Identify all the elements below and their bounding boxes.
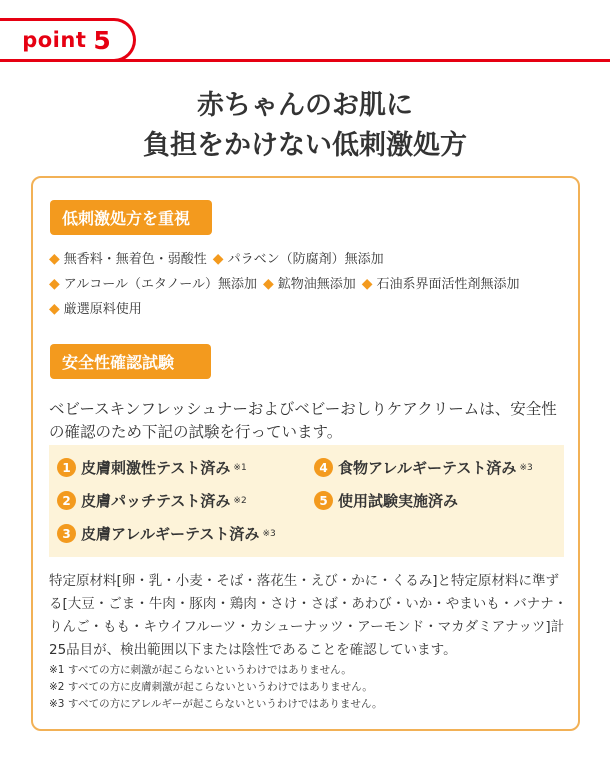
feature-item [49, 272, 257, 297]
test-footnote-ref: ※2 [233, 495, 247, 506]
diamond-icon: ◆ [361, 276, 373, 292]
allergen-text: 特定原材料[卵・乳・小麦・そば・落花生・えび・かに・くるみ]と特定原材料に準ずる[大豆・ごま・牛肉・豚肉・鶏肉・さけ・さば・あわび・いか・やまいも・バナナ・りんご・もも・キウイフルーツ・カシューナッツ・アーモンド・マカダミアナッツ]計25品目が、検出範囲以下または陰性であることを確認しています。 [49, 573, 568, 658]
test-item-4 [314, 457, 533, 478]
test-item-2 [57, 490, 247, 511]
footnote-3: ※3 すべての方にアレルギーが起こらないというわけではありません。 [49, 698, 383, 710]
diamond-icon: ◆ [262, 276, 274, 292]
test-item-1 [57, 457, 247, 478]
number-circle-icon: 2 [57, 491, 76, 510]
feature-list [49, 247, 574, 322]
feature-label: 厳選原料使用 [63, 302, 142, 317]
intro-text: ベビースキンフレッシュナーおよびベビーおしりケアクリームは、安全性の確認のため下記の試験を行っています。 [49, 400, 557, 441]
safety-test-tag: 安全性確認試験 [50, 344, 211, 379]
test-item-5 [314, 490, 458, 511]
feature-item [49, 247, 207, 272]
feature-item [213, 247, 384, 272]
number-circle-icon: 3 [57, 524, 76, 543]
diamond-icon: ◆ [49, 301, 60, 317]
diamond-icon: ◆ [49, 276, 60, 292]
feature-label: 鉱物油無添加 [277, 277, 356, 292]
test-footnote-ref: ※3 [262, 528, 276, 539]
point-number: 5 [93, 25, 111, 55]
feature-label: 無香料・無着色・弱酸性 [63, 252, 207, 267]
test-label: 皮膚パッチテスト済み [81, 492, 231, 510]
diamond-icon: ◆ [212, 251, 224, 267]
point-word: point [22, 28, 87, 52]
feature-label: 石油系界面活性剤無添加 [376, 277, 520, 292]
test-panel [49, 445, 564, 557]
test-label: 皮膚刺激性テスト済み [81, 459, 231, 477]
low-irritation-tag: 低刺激処方を重視 [50, 200, 212, 235]
number-circle-icon: 4 [314, 458, 333, 477]
number-circle-icon: 5 [314, 491, 333, 510]
info-card [31, 176, 580, 731]
diamond-icon: ◆ [49, 251, 60, 267]
title-line-1: 赤ちゃんのお肌に [197, 90, 413, 121]
footnote-2: ※2 すべての方に皮膚刺激が起こらないというわけではありません。 [49, 681, 373, 693]
title-line-2: 負担をかけない低刺激処方 [143, 130, 467, 161]
feature-label: アルコール（エタノール）無添加 [63, 277, 257, 292]
test-item-3 [57, 523, 276, 544]
test-footnote-ref: ※3 [519, 462, 533, 473]
feature-item [362, 272, 520, 297]
feature-item [49, 297, 142, 322]
point-badge [0, 18, 136, 62]
test-label: 皮膚アレルギーテスト済み [81, 525, 260, 543]
test-label: 使用試験実施済み [338, 492, 459, 510]
test-footnote-ref: ※1 [233, 462, 247, 473]
feature-label: パラベン（防腐剤）無添加 [227, 252, 384, 267]
page-title [0, 86, 610, 166]
footnote-1: ※1 すべての方に刺激が起こらないというわけではありません。 [49, 664, 352, 676]
feature-item [263, 272, 356, 297]
test-label: 食物アレルギーテスト済み [338, 459, 517, 477]
footnotes [49, 662, 569, 713]
number-circle-icon: 1 [57, 458, 76, 477]
